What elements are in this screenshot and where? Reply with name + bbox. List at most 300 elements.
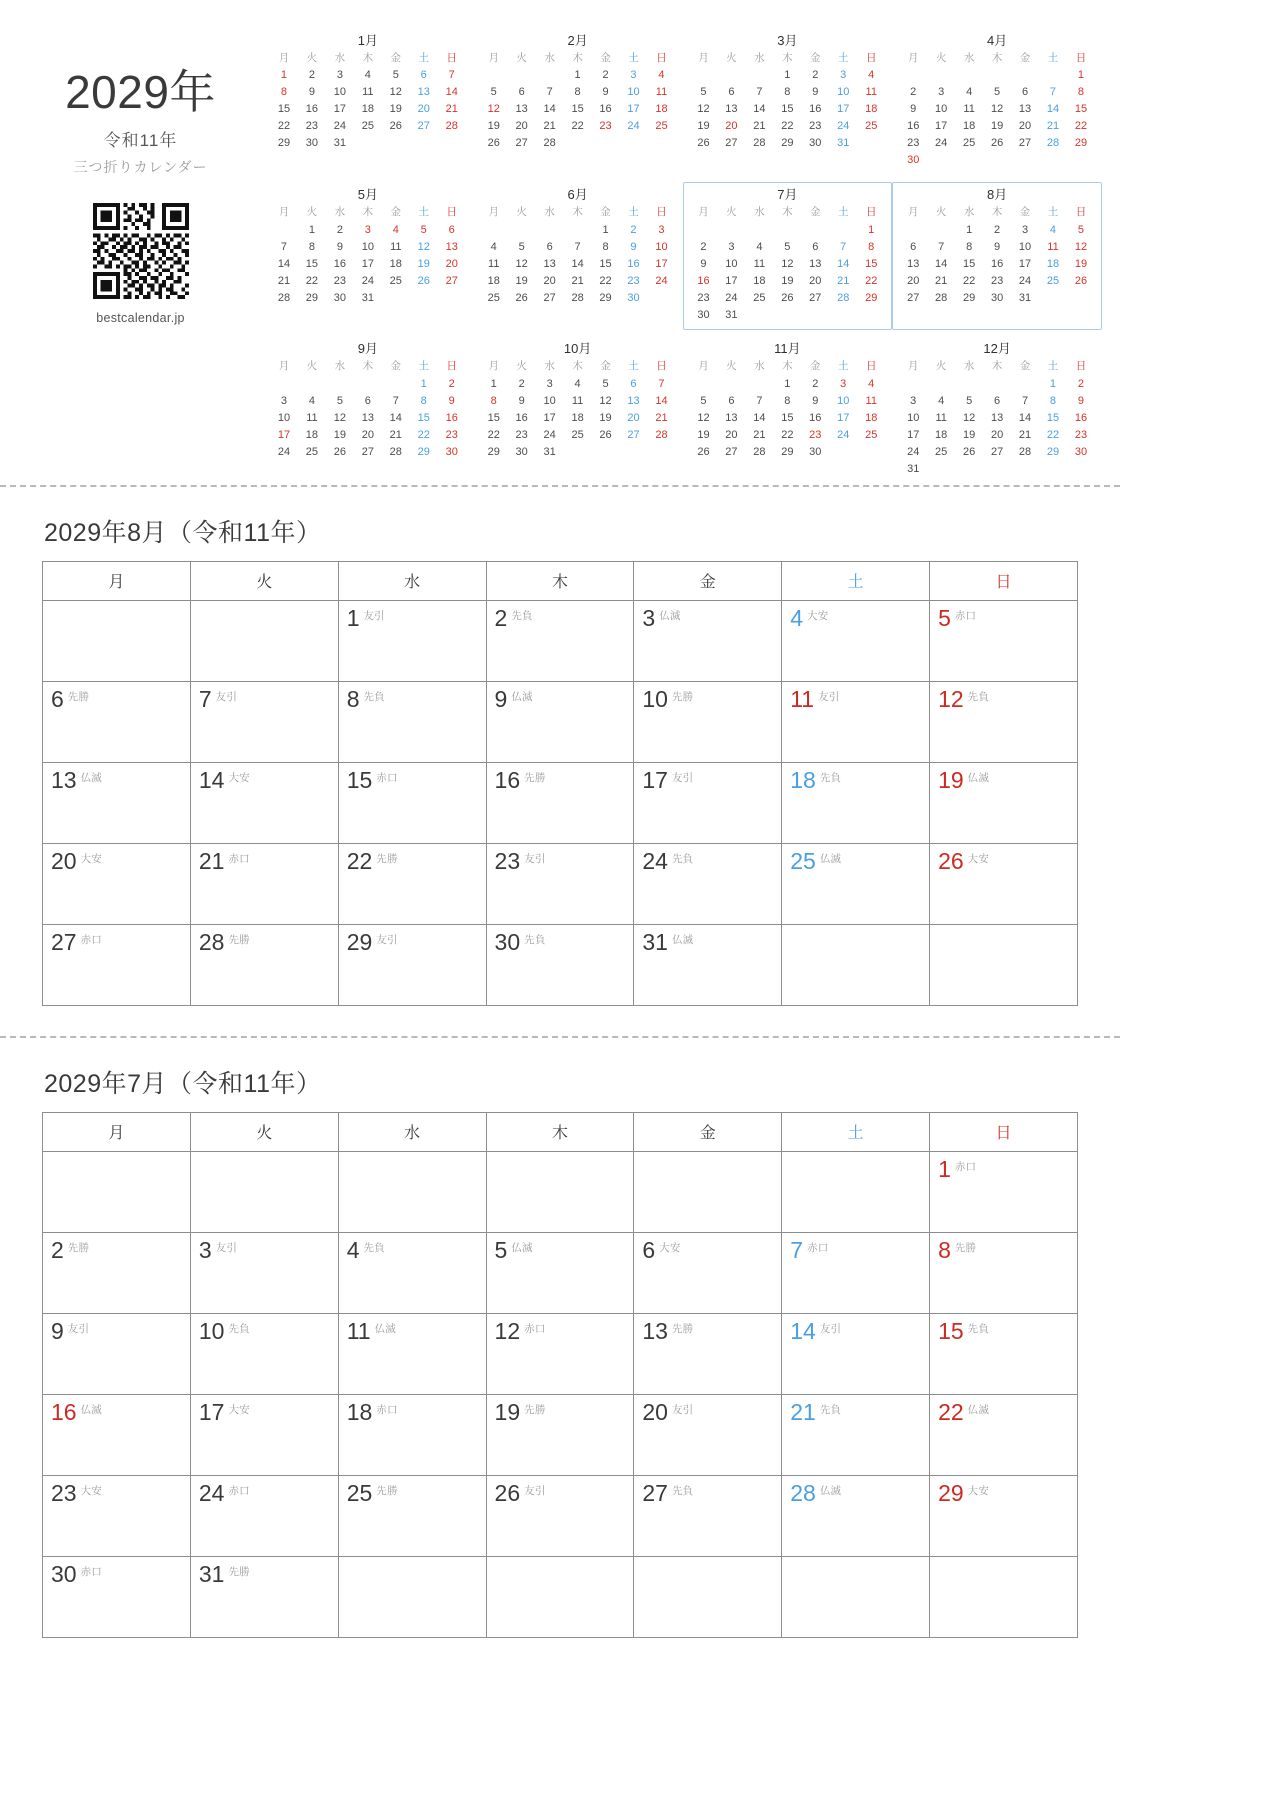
- mini-day-cell[interactable]: 26: [333, 445, 346, 458]
- mini-day-cell[interactable]: 3: [840, 377, 847, 390]
- mini-day-cell[interactable]: 8: [490, 394, 497, 407]
- mini-day-cell[interactable]: 27: [515, 137, 528, 150]
- mini-day-cell[interactable]: 22: [305, 274, 319, 287]
- mini-day-cell[interactable]: 27: [907, 291, 920, 304]
- mini-day-cell[interactable]: 29: [963, 291, 976, 304]
- mini-day-cell[interactable]: 14: [1046, 103, 1060, 116]
- day-cell[interactable]: [930, 1151, 1078, 1232]
- mini-day-cell[interactable]: 10: [277, 411, 291, 424]
- mini-day-cell[interactable]: 13: [1018, 103, 1032, 116]
- mini-day-cell[interactable]: 15: [599, 257, 612, 270]
- mini-day-cell[interactable]: 4: [308, 394, 315, 407]
- mini-month-1月[interactable]: [263, 28, 473, 176]
- mini-day-cell[interactable]: 22: [571, 120, 584, 133]
- mini-day-cell[interactable]: 2: [448, 377, 455, 390]
- mini-day-cell[interactable]: 20: [907, 274, 920, 287]
- mini-day-cell[interactable]: 2: [700, 240, 707, 253]
- day-cell[interactable]: [43, 762, 191, 843]
- mini-day-cell[interactable]: 20: [1018, 120, 1032, 133]
- mini-day-cell[interactable]: 24: [277, 445, 291, 458]
- mini-day-cell[interactable]: 29: [1074, 137, 1088, 150]
- mini-day-cell[interactable]: 5: [602, 377, 609, 390]
- mini-day-cell[interactable]: 1: [574, 69, 581, 82]
- mini-day-cell[interactable]: 16: [627, 257, 640, 270]
- mini-day-cell[interactable]: 27: [725, 137, 738, 150]
- mini-day-cell[interactable]: 21: [277, 274, 291, 287]
- mini-day-cell[interactable]: 25: [865, 120, 878, 133]
- day-cell[interactable]: [634, 600, 782, 681]
- mini-day-cell[interactable]: 20: [627, 411, 640, 424]
- mini-day-cell[interactable]: 8: [784, 86, 791, 99]
- mini-day-cell[interactable]: 22: [599, 274, 612, 287]
- mini-day-cell[interactable]: 27: [809, 291, 822, 304]
- day-cell[interactable]: [930, 1394, 1078, 1475]
- mini-day-cell[interactable]: 8: [420, 394, 427, 407]
- mini-day-cell[interactable]: 5: [490, 86, 497, 99]
- mini-day-cell[interactable]: 4: [574, 377, 581, 390]
- mini-day-cell[interactable]: 15: [1046, 411, 1060, 424]
- day-cell[interactable]: [43, 1313, 191, 1394]
- mini-month-10月[interactable]: [473, 336, 683, 484]
- mini-day-cell[interactable]: 3: [280, 394, 288, 407]
- mini-day-cell[interactable]: 2: [994, 223, 1001, 236]
- mini-day-cell[interactable]: 29: [487, 445, 500, 458]
- mini-day-cell[interactable]: 8: [574, 86, 581, 99]
- mini-day-cell[interactable]: 23: [627, 274, 640, 287]
- mini-day-cell[interactable]: 21: [543, 120, 556, 133]
- mini-day-cell[interactable]: 27: [543, 291, 556, 304]
- mini-day-cell[interactable]: 3: [336, 69, 343, 82]
- mini-day-cell[interactable]: 14: [655, 394, 668, 407]
- mini-day-cell[interactable]: 23: [809, 120, 822, 133]
- mini-day-cell[interactable]: 11: [935, 411, 947, 424]
- mini-day-cell[interactable]: 16: [1074, 411, 1088, 424]
- mini-day-cell[interactable]: 1: [784, 377, 791, 390]
- mini-day-cell[interactable]: 11: [390, 240, 402, 253]
- mini-day-cell[interactable]: 27: [627, 428, 640, 441]
- mini-day-cell[interactable]: 1: [308, 223, 315, 236]
- mini-day-cell[interactable]: 29: [277, 137, 291, 150]
- mini-day-cell[interactable]: 22: [963, 274, 976, 287]
- mini-day-cell[interactable]: 3: [658, 223, 665, 236]
- mini-day-cell[interactable]: 7: [1021, 394, 1029, 407]
- mini-day-cell[interactable]: 17: [837, 103, 850, 116]
- day-cell[interactable]: [486, 1475, 634, 1556]
- mini-day-cell[interactable]: 23: [445, 428, 458, 441]
- mini-day-cell[interactable]: 27: [1018, 137, 1032, 150]
- mini-day-cell[interactable]: 14: [935, 257, 948, 270]
- mini-month-11月[interactable]: [683, 336, 893, 484]
- mini-day-cell[interactable]: 4: [966, 86, 973, 99]
- mini-day-cell[interactable]: 31: [725, 308, 738, 321]
- mini-day-cell[interactable]: 20: [445, 257, 458, 270]
- day-cell[interactable]: [782, 681, 930, 762]
- mini-day-cell[interactable]: 24: [333, 120, 346, 133]
- mini-day-cell[interactable]: 30: [697, 308, 710, 321]
- mini-day-cell[interactable]: 25: [487, 291, 500, 304]
- mini-day-cell[interactable]: 26: [697, 445, 710, 458]
- mini-day-cell[interactable]: 5: [420, 223, 427, 236]
- mini-day-cell[interactable]: 23: [305, 120, 319, 133]
- day-cell[interactable]: [486, 600, 634, 681]
- mini-day-cell[interactable]: 2: [812, 377, 819, 390]
- mini-day-cell[interactable]: 17: [361, 257, 374, 270]
- mini-day-cell[interactable]: 5: [1077, 223, 1085, 236]
- mini-day-cell[interactable]: 15: [277, 103, 291, 116]
- mini-day-cell[interactable]: 10: [543, 394, 556, 407]
- mini-day-cell[interactable]: 10: [935, 103, 948, 116]
- mini-day-cell[interactable]: 19: [697, 120, 710, 133]
- mini-day-cell[interactable]: 16: [333, 257, 346, 270]
- mini-day-cell[interactable]: 31: [333, 137, 346, 150]
- mini-day-cell[interactable]: 4: [868, 69, 875, 82]
- mini-day-cell[interactable]: 1: [784, 69, 791, 82]
- mini-day-cell[interactable]: 26: [697, 137, 710, 150]
- mini-day-cell[interactable]: 10: [725, 257, 738, 270]
- mini-day-cell[interactable]: 13: [907, 257, 920, 270]
- mini-day-cell[interactable]: 6: [910, 240, 917, 253]
- day-cell[interactable]: [930, 600, 1078, 681]
- mini-day-cell[interactable]: 27: [445, 274, 458, 287]
- mini-day-cell[interactable]: 13: [417, 86, 430, 99]
- mini-day-cell[interactable]: 16: [809, 411, 822, 424]
- day-cell[interactable]: [930, 1313, 1078, 1394]
- mini-day-cell[interactable]: 25: [655, 120, 668, 133]
- day-cell[interactable]: [190, 681, 338, 762]
- mini-day-cell[interactable]: 9: [630, 240, 637, 253]
- day-cell[interactable]: [782, 1232, 930, 1313]
- day-cell[interactable]: [782, 600, 930, 681]
- mini-day-cell[interactable]: 12: [990, 103, 1004, 116]
- mini-day-cell[interactable]: 26: [781, 291, 794, 304]
- mini-day-cell[interactable]: 17: [627, 103, 640, 116]
- day-cell[interactable]: [43, 1556, 191, 1637]
- mini-day-cell[interactable]: 8: [868, 240, 875, 253]
- mini-day-cell[interactable]: 7: [658, 377, 665, 390]
- day-cell[interactable]: [486, 843, 634, 924]
- mini-day-cell[interactable]: 28: [389, 445, 402, 458]
- day-cell[interactable]: [486, 1232, 634, 1313]
- mini-day-cell[interactable]: 20: [809, 274, 822, 287]
- mini-day-cell[interactable]: 14: [753, 103, 766, 116]
- mini-day-cell[interactable]: 20: [543, 274, 556, 287]
- mini-day-cell[interactable]: 13: [543, 257, 556, 270]
- mini-day-cell[interactable]: 21: [655, 411, 668, 424]
- mini-day-cell[interactable]: 3: [630, 69, 637, 82]
- mini-day-cell[interactable]: 13: [990, 411, 1004, 424]
- mini-day-cell[interactable]: 12: [697, 411, 710, 424]
- day-cell[interactable]: [486, 762, 634, 843]
- mini-day-cell[interactable]: 19: [1074, 257, 1088, 270]
- mini-day-cell[interactable]: 23: [990, 274, 1004, 287]
- mini-day-cell[interactable]: 14: [571, 257, 584, 270]
- day-cell[interactable]: [634, 843, 782, 924]
- mini-day-cell[interactable]: 4: [364, 69, 371, 82]
- mini-day-cell[interactable]: 4: [490, 240, 497, 253]
- mini-day-cell[interactable]: 25: [1046, 274, 1060, 287]
- mini-day-cell[interactable]: 9: [448, 394, 455, 407]
- day-cell[interactable]: [634, 1475, 782, 1556]
- mini-day-cell[interactable]: 30: [333, 291, 346, 304]
- day-cell[interactable]: [43, 681, 191, 762]
- mini-day-cell[interactable]: 11: [306, 411, 318, 424]
- mini-day-cell[interactable]: 22: [1074, 120, 1088, 133]
- day-cell[interactable]: [43, 924, 191, 1005]
- day-cell[interactable]: [930, 762, 1078, 843]
- mini-day-cell[interactable]: 2: [1077, 377, 1085, 390]
- mini-day-cell[interactable]: 26: [963, 445, 976, 458]
- mini-day-cell[interactable]: 16: [445, 411, 458, 424]
- mini-day-cell[interactable]: 10: [1018, 240, 1032, 253]
- mini-day-cell[interactable]: 28: [1018, 445, 1032, 458]
- mini-day-cell[interactable]: 17: [543, 411, 556, 424]
- day-cell[interactable]: [930, 1232, 1078, 1313]
- mini-day-cell[interactable]: 18: [753, 274, 766, 287]
- mini-day-cell[interactable]: 8: [1049, 394, 1057, 407]
- mini-day-cell[interactable]: 30: [515, 445, 528, 458]
- mini-day-cell[interactable]: 11: [1047, 240, 1059, 253]
- mini-day-cell[interactable]: 22: [1046, 428, 1060, 441]
- mini-day-cell[interactable]: 31: [1018, 291, 1032, 304]
- day-cell[interactable]: [338, 600, 486, 681]
- mini-day-cell[interactable]: 21: [571, 274, 584, 287]
- mini-day-cell[interactable]: 17: [837, 411, 850, 424]
- mini-day-cell[interactable]: 19: [389, 103, 402, 116]
- mini-day-cell[interactable]: 14: [837, 257, 850, 270]
- day-cell[interactable]: [338, 843, 486, 924]
- mini-day-cell[interactable]: 18: [655, 103, 668, 116]
- mini-day-cell[interactable]: 30: [305, 137, 319, 150]
- mini-day-cell[interactable]: 18: [935, 428, 948, 441]
- mini-day-cell[interactable]: 15: [781, 411, 794, 424]
- mini-day-cell[interactable]: 7: [756, 394, 763, 407]
- mini-day-cell[interactable]: 18: [361, 103, 374, 116]
- day-cell[interactable]: [634, 1313, 782, 1394]
- day-cell[interactable]: [486, 681, 634, 762]
- mini-day-cell[interactable]: 6: [630, 377, 637, 390]
- mini-day-cell[interactable]: 10: [837, 86, 850, 99]
- mini-day-cell[interactable]: 19: [487, 120, 500, 133]
- mini-day-cell[interactable]: 18: [963, 120, 976, 133]
- mini-day-cell[interactable]: 23: [809, 428, 822, 441]
- mini-day-cell[interactable]: 31: [361, 291, 374, 304]
- mini-day-cell[interactable]: 5: [784, 240, 791, 253]
- mini-day-cell[interactable]: 11: [362, 86, 374, 99]
- mini-day-cell[interactable]: 13: [725, 103, 738, 116]
- mini-day-cell[interactable]: 30: [1074, 445, 1088, 458]
- mini-day-cell[interactable]: 24: [627, 120, 640, 133]
- day-cell[interactable]: [930, 843, 1078, 924]
- mini-day-cell[interactable]: 12: [389, 86, 402, 99]
- mini-day-cell[interactable]: 28: [571, 291, 584, 304]
- mini-day-cell[interactable]: 8: [280, 86, 288, 99]
- mini-day-cell[interactable]: 22: [865, 274, 878, 287]
- mini-day-cell[interactable]: 29: [781, 137, 794, 150]
- mini-day-cell[interactable]: 16: [697, 274, 710, 287]
- mini-day-cell[interactable]: 19: [697, 428, 710, 441]
- mini-month-4月[interactable]: [892, 28, 1102, 176]
- mini-day-cell[interactable]: 5: [700, 86, 707, 99]
- mini-day-cell[interactable]: 3: [546, 377, 553, 390]
- mini-day-cell[interactable]: 29: [417, 445, 430, 458]
- day-cell[interactable]: [338, 924, 486, 1005]
- mini-day-cell[interactable]: 4: [938, 394, 945, 407]
- mini-day-cell[interactable]: 2: [630, 223, 637, 236]
- mini-day-cell[interactable]: 28: [277, 291, 291, 304]
- mini-day-cell[interactable]: 24: [837, 428, 850, 441]
- mini-day-cell[interactable]: 7: [1049, 86, 1057, 99]
- mini-day-cell[interactable]: 9: [994, 240, 1001, 253]
- mini-day-cell[interactable]: 20: [417, 103, 430, 116]
- mini-day-cell[interactable]: 4: [392, 223, 399, 236]
- mini-day-cell[interactable]: 6: [812, 240, 819, 253]
- mini-day-cell[interactable]: 16: [990, 257, 1004, 270]
- mini-day-cell[interactable]: 3: [728, 240, 735, 253]
- mini-day-cell[interactable]: 15: [865, 257, 878, 270]
- day-cell[interactable]: [782, 762, 930, 843]
- mini-day-cell[interactable]: 29: [865, 291, 878, 304]
- mini-day-cell[interactable]: 23: [599, 120, 612, 133]
- mini-day-cell[interactable]: 26: [515, 291, 528, 304]
- mini-day-cell[interactable]: 25: [963, 137, 976, 150]
- day-cell[interactable]: [634, 681, 782, 762]
- mini-day-cell[interactable]: 25: [865, 428, 878, 441]
- mini-day-cell[interactable]: 5: [336, 394, 343, 407]
- mini-day-cell[interactable]: 2: [602, 69, 609, 82]
- mini-day-cell[interactable]: 14: [445, 86, 458, 99]
- mini-day-cell[interactable]: 17: [1018, 257, 1032, 270]
- mini-day-cell[interactable]: 24: [725, 291, 738, 304]
- mini-day-cell[interactable]: 13: [627, 394, 640, 407]
- mini-day-cell[interactable]: 12: [697, 103, 710, 116]
- mini-day-cell[interactable]: 26: [389, 120, 402, 133]
- mini-day-cell[interactable]: 12: [781, 257, 794, 270]
- day-cell[interactable]: [190, 1232, 338, 1313]
- mini-day-cell[interactable]: 12: [963, 411, 976, 424]
- mini-day-cell[interactable]: 28: [445, 120, 458, 133]
- mini-day-cell[interactable]: 10: [655, 240, 668, 253]
- mini-day-cell[interactable]: 13: [725, 411, 738, 424]
- mini-day-cell[interactable]: 16: [305, 103, 319, 116]
- mini-day-cell[interactable]: 7: [546, 86, 553, 99]
- mini-day-cell[interactable]: 2: [308, 69, 315, 82]
- mini-day-cell[interactable]: 29: [1046, 445, 1060, 458]
- day-cell[interactable]: [338, 1313, 486, 1394]
- mini-day-cell[interactable]: 1: [490, 377, 497, 390]
- day-cell[interactable]: [486, 924, 634, 1005]
- day-cell[interactable]: [782, 843, 930, 924]
- mini-day-cell[interactable]: 18: [305, 428, 319, 441]
- mini-day-cell[interactable]: 11: [655, 86, 668, 99]
- mini-day-cell[interactable]: 17: [935, 120, 948, 133]
- mini-day-cell[interactable]: 1: [420, 377, 427, 390]
- mini-day-cell[interactable]: 9: [308, 86, 315, 99]
- mini-day-cell[interactable]: 19: [963, 428, 976, 441]
- mini-day-cell[interactable]: 16: [907, 120, 920, 133]
- mini-month-12月[interactable]: [892, 336, 1102, 484]
- mini-day-cell[interactable]: 3: [910, 394, 917, 407]
- mini-day-cell[interactable]: 31: [543, 445, 556, 458]
- mini-day-cell[interactable]: 27: [990, 445, 1004, 458]
- day-cell[interactable]: [338, 1232, 486, 1313]
- mini-month-5月[interactable]: [263, 182, 473, 330]
- day-cell[interactable]: [190, 1313, 338, 1394]
- mini-day-cell[interactable]: 22: [277, 120, 291, 133]
- mini-day-cell[interactable]: 7: [392, 394, 399, 407]
- mini-day-cell[interactable]: 11: [963, 103, 975, 116]
- day-cell[interactable]: [190, 762, 338, 843]
- mini-day-cell[interactable]: 31: [907, 462, 920, 475]
- mini-day-cell[interactable]: 8: [1077, 86, 1085, 99]
- mini-day-cell[interactable]: 18: [571, 411, 584, 424]
- mini-day-cell[interactable]: 27: [417, 120, 430, 133]
- mini-day-cell[interactable]: 14: [389, 411, 402, 424]
- mini-day-cell[interactable]: 28: [935, 291, 948, 304]
- mini-day-cell[interactable]: 18: [865, 103, 878, 116]
- mini-day-cell[interactable]: 14: [753, 411, 766, 424]
- mini-day-cell[interactable]: 15: [963, 257, 976, 270]
- mini-day-cell[interactable]: 16: [515, 411, 528, 424]
- mini-day-cell[interactable]: 12: [599, 394, 612, 407]
- mini-day-cell[interactable]: 11: [753, 257, 766, 270]
- mini-day-cell[interactable]: 21: [389, 428, 402, 441]
- mini-day-cell[interactable]: 6: [518, 86, 525, 99]
- mini-day-cell[interactable]: 13: [445, 240, 458, 253]
- mini-day-cell[interactable]: 11: [865, 86, 877, 99]
- mini-day-cell[interactable]: 2: [812, 69, 819, 82]
- mini-day-cell[interactable]: 13: [361, 411, 374, 424]
- mini-day-cell[interactable]: 6: [728, 394, 735, 407]
- mini-day-cell[interactable]: 5: [700, 394, 707, 407]
- mini-day-cell[interactable]: 9: [336, 240, 343, 253]
- mini-day-cell[interactable]: 16: [599, 103, 612, 116]
- mini-day-cell[interactable]: 7: [574, 240, 581, 253]
- day-cell[interactable]: [43, 1232, 191, 1313]
- mini-day-cell[interactable]: 18: [1046, 257, 1060, 270]
- mini-day-cell[interactable]: 6: [728, 86, 735, 99]
- mini-day-cell[interactable]: 11: [865, 394, 877, 407]
- mini-day-cell[interactable]: 10: [333, 86, 346, 99]
- day-cell[interactable]: [782, 1394, 930, 1475]
- mini-day-cell[interactable]: 11: [571, 394, 584, 407]
- mini-day-cell[interactable]: 20: [990, 428, 1004, 441]
- mini-day-cell[interactable]: 3: [938, 86, 945, 99]
- day-cell[interactable]: [634, 1394, 782, 1475]
- day-cell[interactable]: [338, 681, 486, 762]
- mini-day-cell[interactable]: 1: [966, 223, 973, 236]
- day-cell[interactable]: [486, 1313, 634, 1394]
- day-cell[interactable]: [782, 1475, 930, 1556]
- mini-day-cell[interactable]: 21: [753, 428, 766, 441]
- mini-day-cell[interactable]: 15: [1074, 103, 1088, 116]
- mini-day-cell[interactable]: 30: [627, 291, 640, 304]
- mini-day-cell[interactable]: 26: [487, 137, 500, 150]
- mini-month-2月[interactable]: [473, 28, 683, 176]
- mini-day-cell[interactable]: 4: [756, 240, 763, 253]
- mini-day-cell[interactable]: 16: [809, 103, 822, 116]
- mini-day-cell[interactable]: 24: [543, 428, 556, 441]
- mini-month-8月[interactable]: [892, 182, 1102, 330]
- mini-day-cell[interactable]: 24: [361, 274, 374, 287]
- day-cell[interactable]: [190, 924, 338, 1005]
- mini-day-cell[interactable]: 28: [837, 291, 850, 304]
- mini-day-cell[interactable]: 9: [602, 86, 609, 99]
- day-cell[interactable]: [338, 762, 486, 843]
- mini-day-cell[interactable]: 25: [753, 291, 766, 304]
- mini-day-cell[interactable]: 22: [781, 120, 794, 133]
- mini-day-cell[interactable]: 10: [837, 394, 850, 407]
- mini-day-cell[interactable]: 8: [602, 240, 609, 253]
